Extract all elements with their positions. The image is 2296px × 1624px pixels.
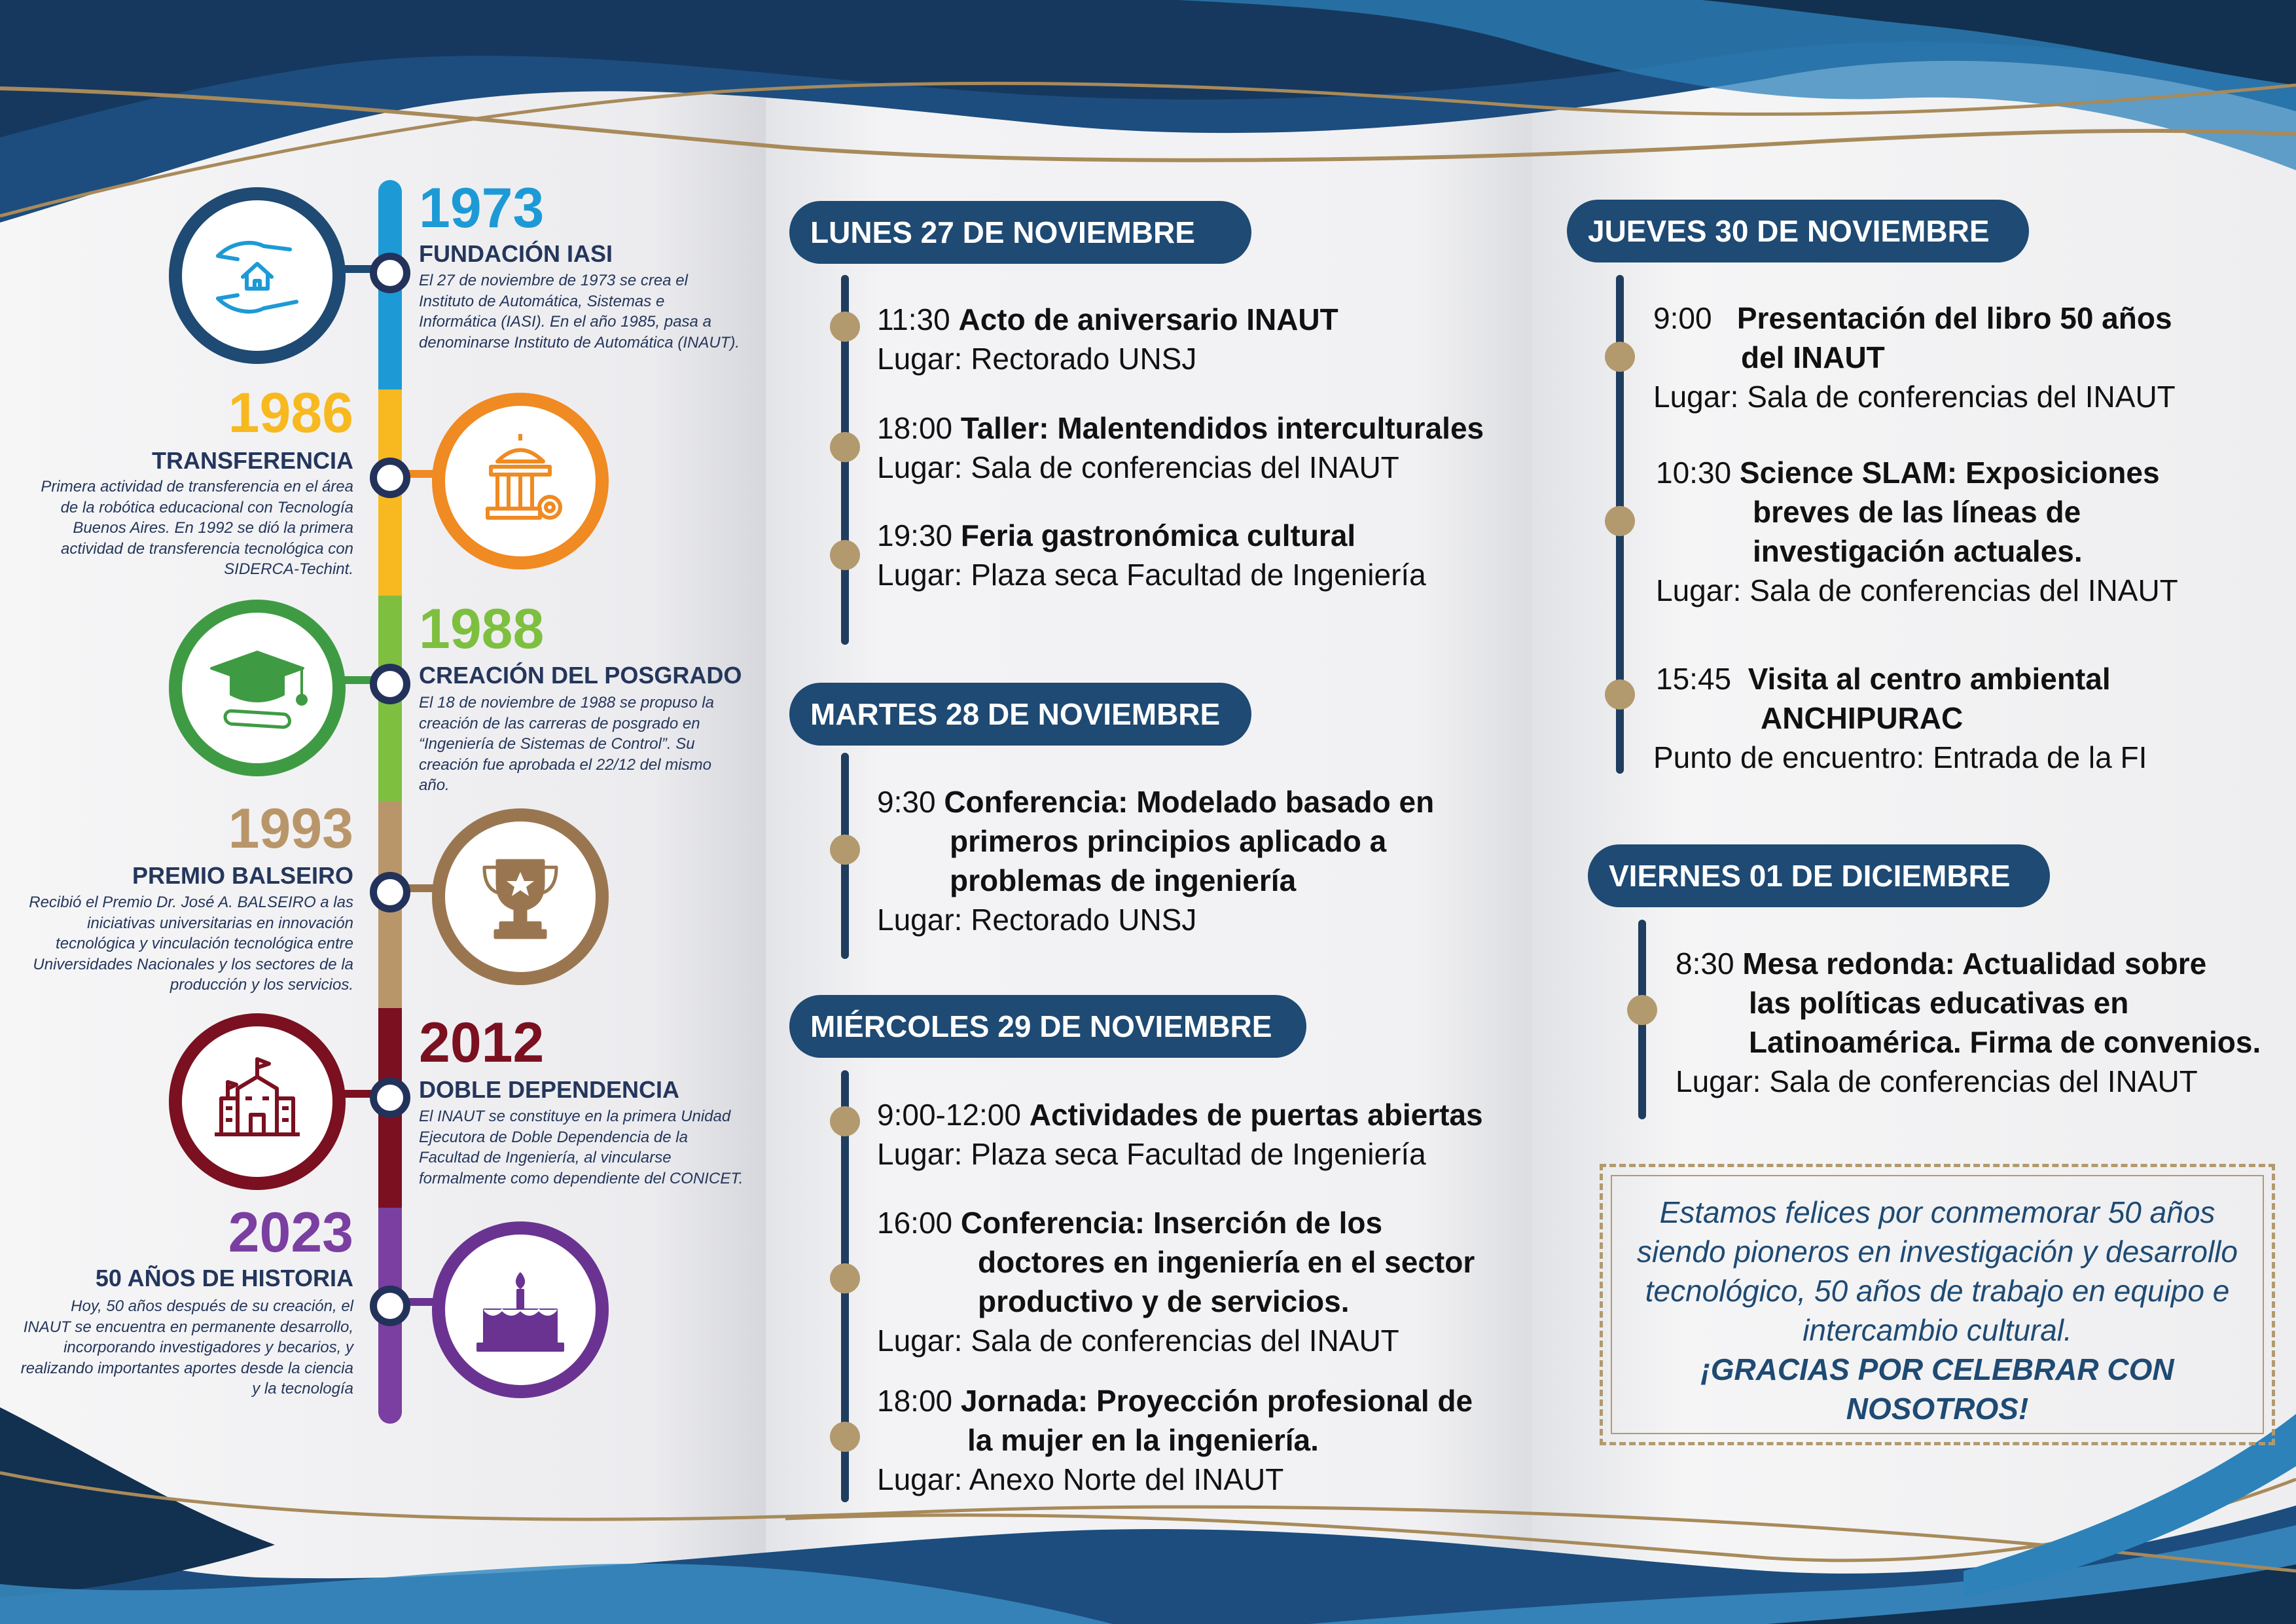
event-name: Conferencia: Inserción de los <box>960 1206 1383 1240</box>
milestone-title-2023: 50 AÑOS DE HISTORIA <box>95 1265 353 1291</box>
event-dot <box>1627 995 1657 1025</box>
milestone-title-1993: PREMIO BALSEIRO <box>132 862 353 889</box>
timeline-node <box>370 458 410 498</box>
event-name-cont: la mujer en la ingeniería. <box>967 1423 1319 1457</box>
event-time: 16:00 <box>877 1206 953 1240</box>
event-name-cont: investigación actuales. <box>1753 534 2083 568</box>
milestone-year-2023: 2023 <box>228 1201 353 1264</box>
event-location: Lugar: Sala de conferencias del INAUT <box>877 1324 1399 1358</box>
event-time: 8:30 <box>1676 947 1734 981</box>
milestone-description-2023: Hoy, 50 años después de su creación, el INAUT se encuentra en permanente desarrollo, incorporando investigadores y becarios, y realizando importantes aportes desde la ciencia y la tecnología <box>20 1297 353 1398</box>
event-dot <box>1605 679 1635 710</box>
hands-house-icon <box>169 187 346 364</box>
event-name-cont: del INAUT <box>1741 340 1885 374</box>
event-name: Jornada: Proyección profesional de <box>960 1384 1473 1418</box>
event-name: Acto de aniversario INAUT <box>958 302 1338 336</box>
milestone-year-1988: 1988 <box>419 598 545 660</box>
day-header-viernes: VIERNES 01 DE DICIEMBRE <box>1588 844 2050 907</box>
event-name: Mesa redonda: Actualidad sobre <box>1742 947 2207 981</box>
closing-message <box>1617 1193 2258 1428</box>
event-location: Lugar: Plaza seca Facultad de Ingeniería <box>877 558 1426 592</box>
event-dot <box>830 432 860 462</box>
event-name-cont: productivo y de servicios. <box>978 1284 1350 1318</box>
event-location: Lugar: Sala de conferencias del INAUT <box>1676 1064 2198 1098</box>
event-name: Conferencia: Modelado basado en <box>944 785 1435 819</box>
event-lunes-1930 <box>877 516 1355 555</box>
event-time: 9:30 <box>877 785 936 819</box>
event-name-cont: primeros principios aplicado a <box>950 824 1387 858</box>
event-jueves-1545 <box>1656 659 2111 698</box>
event-dot <box>830 835 860 865</box>
birthday-cake-icon <box>432 1221 609 1398</box>
timeline-node <box>370 664 410 704</box>
event-time: 11:30 <box>877 302 950 336</box>
event-name: Taller: Malentendidos interculturales <box>960 411 1484 445</box>
event-name-cont: doctores en ingeniería en el sector <box>978 1245 1475 1279</box>
closing-message-text: Estamos felices por conmemorar 50 años siendo pioneros en investigación y desarrollo tecnológico, 50 años de trabajo en equipo e intercambio cultural. <box>1636 1195 2238 1347</box>
timeline-node <box>370 872 410 912</box>
event-location: Lugar: Anexo Norte del INAUT <box>877 1462 1284 1496</box>
event-name-cont: ANCHIPURAC <box>1761 701 1964 735</box>
event-lunes-1130 <box>877 300 1338 339</box>
event-dot <box>830 1422 860 1452</box>
event-miercoles-900 <box>877 1095 1483 1134</box>
milestone-title-1986: TRANSFERENCIA <box>151 447 353 474</box>
milestone-title-1988: CREACIÓN DEL POSGRADO <box>419 662 742 689</box>
closing-thanks: ¡GRACIAS POR CELEBRAR CON NOSOTROS! <box>1700 1352 2174 1426</box>
milestone-year-2012: 2012 <box>419 1011 545 1074</box>
event-dot <box>830 540 860 570</box>
day-header-lunes: LUNES 27 DE NOVIEMBRE <box>789 201 1251 264</box>
event-jueves-900 <box>1653 298 2172 338</box>
event-time: 15:45 <box>1656 662 1732 696</box>
trophy-icon <box>432 808 609 985</box>
milestone-description-1988: El 18 de noviembre de 1988 se propuso la creación de las carreras de posgrado en “Ingeniería de Sistemas de Control”. Su creación fue aprobada el 22/12 del mismo año. <box>419 694 714 794</box>
milestone-year-1986: 1986 <box>228 382 353 444</box>
timeline-node <box>370 1286 410 1326</box>
graduation-cap-icon <box>169 600 346 776</box>
milestone-description-1993: Recibió el Premio Dr. José A. BALSEIRO a las iniciativas universitarias en innovación tecnológica y vinculación tecnológica entre Universidades Nacionales y los sectores de la producción y los servicios. <box>29 893 353 994</box>
milestone-description-1986: Primera actividad de transferencia en el área de la robótica educacional con Tecnología Buenos Aires. En 1992 se dió la primera actividad de transferencia tecnológica con SIDERCA-Techint. <box>41 478 353 578</box>
milestone-year-1973: 1973 <box>419 177 545 240</box>
event-dot <box>830 1106 860 1136</box>
event-martes-930 <box>877 782 1434 821</box>
event-location: Lugar: Sala de conferencias del INAUT <box>1656 573 2178 607</box>
event-time: 9:00-12:00 <box>877 1098 1021 1132</box>
institution-building-icon <box>169 1013 346 1190</box>
event-time: 18:00 <box>877 411 953 445</box>
event-name-cont: breves de las líneas de <box>1753 495 2081 529</box>
event-name: Visita al centro ambiental <box>1748 662 2111 696</box>
event-name: Actividades de puertas abiertas <box>1029 1098 1483 1132</box>
event-name: Science SLAM: Exposiciones <box>1739 456 2160 490</box>
event-time: 9:00 <box>1653 301 1712 335</box>
event-time: 10:30 <box>1656 456 1732 490</box>
event-location: Punto de encuentro: Entrada de la FI <box>1653 740 2147 774</box>
milestone-description-2012: El INAUT se constituye en la primera Unidad Ejecutora de Doble Dependencia de la Facultad de Ingeniería, al vincularse formalmente como dependiente del CONICET. <box>419 1108 744 1187</box>
event-location: Lugar: Rectorado UNSJ <box>877 903 1197 937</box>
event-viernes-830 <box>1676 944 2206 983</box>
event-location: Lugar: Plaza seca Facultad de Ingeniería <box>877 1137 1426 1171</box>
milestone-description-1973: El 27 de noviembre de 1973 se crea el Instituto de Automática, Sistemas e Informática (IASI). En el año 1985, pasa a denominarse Instituto de Automática (INAUT). <box>419 272 740 352</box>
milestone-title-2012: DOBLE DEPENDENCIA <box>419 1076 680 1103</box>
event-miercoles-1600 <box>877 1203 1382 1242</box>
event-name-cont: Latinoamérica. Firma de convenios. <box>1749 1025 2261 1059</box>
event-dot <box>830 312 860 342</box>
building-gear-icon <box>432 393 609 569</box>
event-name: Feria gastronómica cultural <box>960 518 1356 552</box>
event-location: Lugar: Sala de conferencias del INAUT <box>1653 380 2176 414</box>
event-lunes-1800 <box>877 408 1484 448</box>
event-location: Lugar: Rectorado UNSJ <box>877 342 1197 376</box>
day-header-miercoles: MIÉRCOLES 29 DE NOVIEMBRE <box>789 995 1306 1058</box>
day-header-martes: MARTES 28 DE NOVIEMBRE <box>789 683 1251 746</box>
event-miercoles-1800 <box>877 1381 1473 1420</box>
event-name-cont: problemas de ingeniería <box>950 863 1297 897</box>
event-dot <box>830 1263 860 1293</box>
milestone-year-1993: 1993 <box>228 797 353 860</box>
timeline-node <box>370 253 410 293</box>
event-time: 19:30 <box>877 518 953 552</box>
event-dot <box>1605 342 1635 372</box>
day-header-jueves: JUEVES 30 DE NOVIEMBRE <box>1567 200 2029 262</box>
event-location: Lugar: Sala de conferencias del INAUT <box>877 450 1399 484</box>
timeline-node <box>370 1077 410 1118</box>
event-name: Presentación del libro 50 años <box>1736 301 2172 335</box>
event-name-cont: las políticas educativas en <box>1749 986 2129 1020</box>
event-time: 18:00 <box>877 1384 953 1418</box>
milestone-title-1973: FUNDACIÓN IASI <box>419 240 613 267</box>
event-jueves-1030 <box>1656 453 2160 492</box>
event-dot <box>1605 506 1635 536</box>
